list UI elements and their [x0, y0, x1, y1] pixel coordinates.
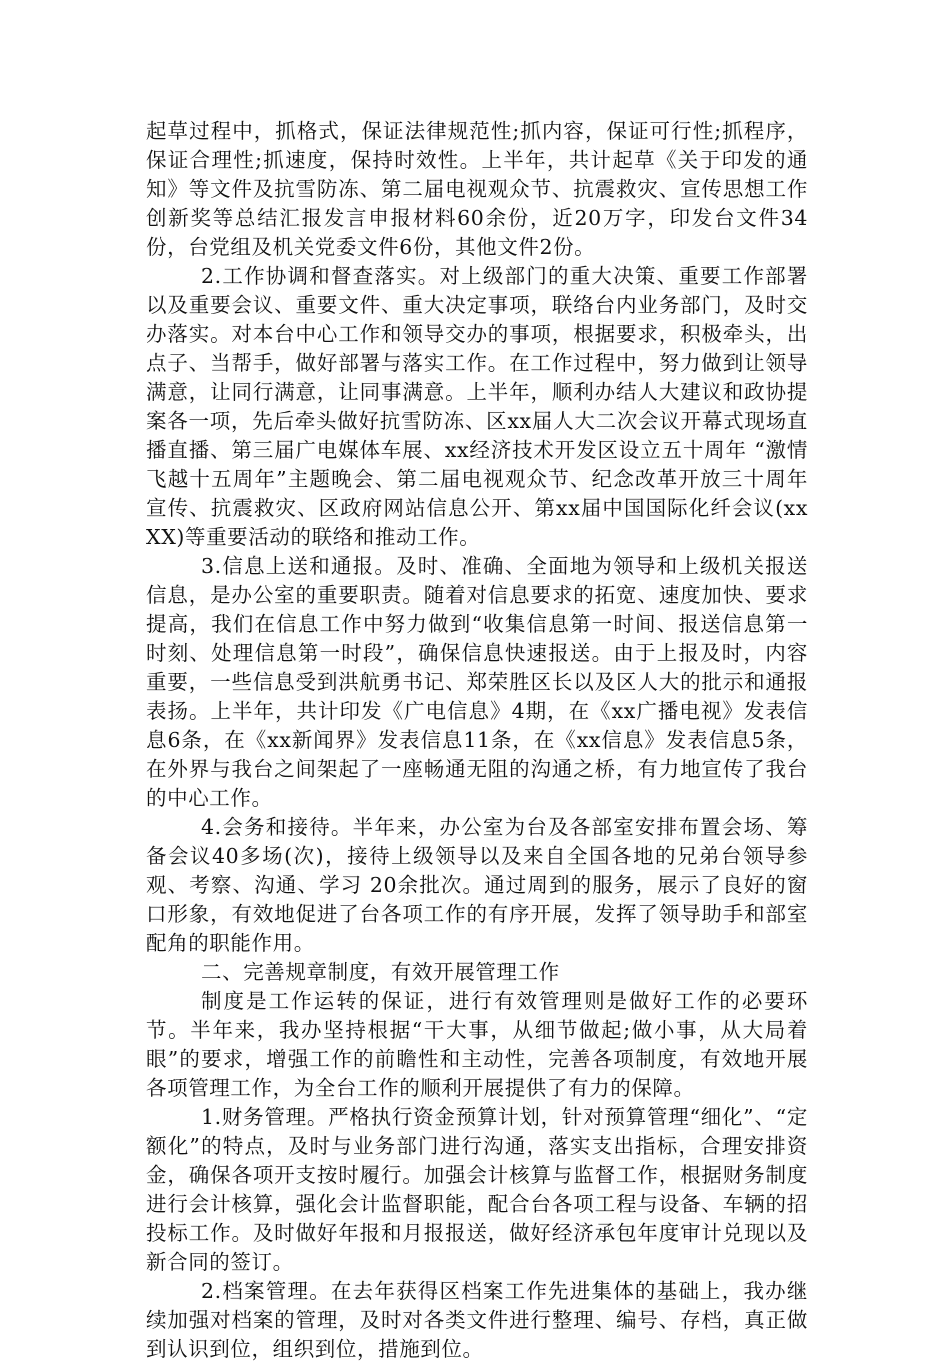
- section-heading-2: 二、完善规章制度，有效开展管理工作: [201, 960, 560, 984]
- paragraph-archives: 2.档案管理。在去年获得区档案工作先进集体的基础上，我办继续加强对档案的管理，及时对各类文件进行整理、编号、存档，真正做到认识到位，组织到位，措施到位。: [146, 1279, 808, 1361]
- paragraph-information: 3.信息上送和通报。及时、准确、全面地为领导和上级机关报送信息，是办公室的重要职责。随着对信息要求的拓宽、速度加快、要求提高，我们在信息工作中努力做到“收集信息第一时间、报送信息第一时刻、处理信息第一时段”，确保信息快速报送。由于上报及时，内容重要，一些信息受到洪航勇书记、郑荣胜区长以及区人大的批示和通报表扬。上半年，共计印发《广电信息》4期，在《xx广播电视》发表信息6条，在《xx新闻界》发表信息11条，在《xx信息》发表信息5条，在外界与我台之间架起了一座畅通无阻的沟通之桥，有力地宣传了我台的中心工作。: [146, 554, 808, 810]
- paragraph-meetings: 4.会务和接待。半年来，办公室为台及各部室安排布置会场、筹备会议40多场(次)，接待上级领导以及来自全国各地的兄弟台领导参观、考察、沟通、学习 20余批次。通过周到的服务，展示了良好的窗口形象，有效地促进了台各项工作的有序开展，发挥了领导助手和部室配角的职能作用。: [146, 815, 808, 955]
- paragraph-drafting: 起草过程中，抓格式，保证法律规范性;抓内容，保证可行性;抓程序，保证合理性;抓速度，保持时效性。上半年，共计起草《关于印发的通知》等文件及抗雪防冻、第二届电视观众节、抗震救灾、宣传思想工作创新奖等总结汇报发言申报材料60余份，近20万字，印发台文件34份，台党组及机关党委文件6份，其他文件2份。: [146, 119, 808, 259]
- paragraph-finance: 1.财务管理。严格执行资金预算计划，针对预算管理“细化”、“定额化”的特点，及时与业务部门进行沟通，落实支出指标，合理安排资金，确保各项开支按时履行。加强会计核算与监督工作，根据财务制度进行会计核算，强化会计监督职能，配合台各项工程与设备、车辆的招投标工作。及时做好年报和月报报送，做好经济承包年度审计兑现以及新合同的签订。: [146, 1105, 808, 1274]
- paragraph-coordination: 2.工作协调和督查落实。对上级部门的重大决策、重要工作部署以及重要会议、重要文件、重大决定事项，联络台内业务部门，及时交办落实。对本台中心工作和领导交办的事项，根据要求，积极牵头，出点子、当帮手，做好部署与落实工作。在工作过程中，努力做到让领导满意，让同行满意，让同事满意。上半年，顺利办结人大建议和政协提案各一项，先后牵头做好抗雪防冻、区xx届人大二次会议开幕式现场直播直播、第三届广电媒体车展、xx经济技术开发区设立五十周年 “激情飞越十五周年”主题晚会、第二届电视观众节、纪念改革开放三十周年宣传、抗震救灾、区政府网站信息公开、第xx届中国国际化纤会议(xxXX)等重要活动的联络和推动工作。: [146, 264, 808, 549]
- paragraph-management-intro: 制度是工作运转的保证，进行有效管理则是做好工作的必要环节。半年来，我办坚持根据“干大事，从细节做起;做小事，从大局着眼”的要求，增强工作的前瞻性和主动性，完善各项制度，有效地开展各项管理工作，为全台工作的顺利开展提供了有力的保障。: [146, 989, 808, 1100]
- document-body: [146, 117, 808, 1364]
